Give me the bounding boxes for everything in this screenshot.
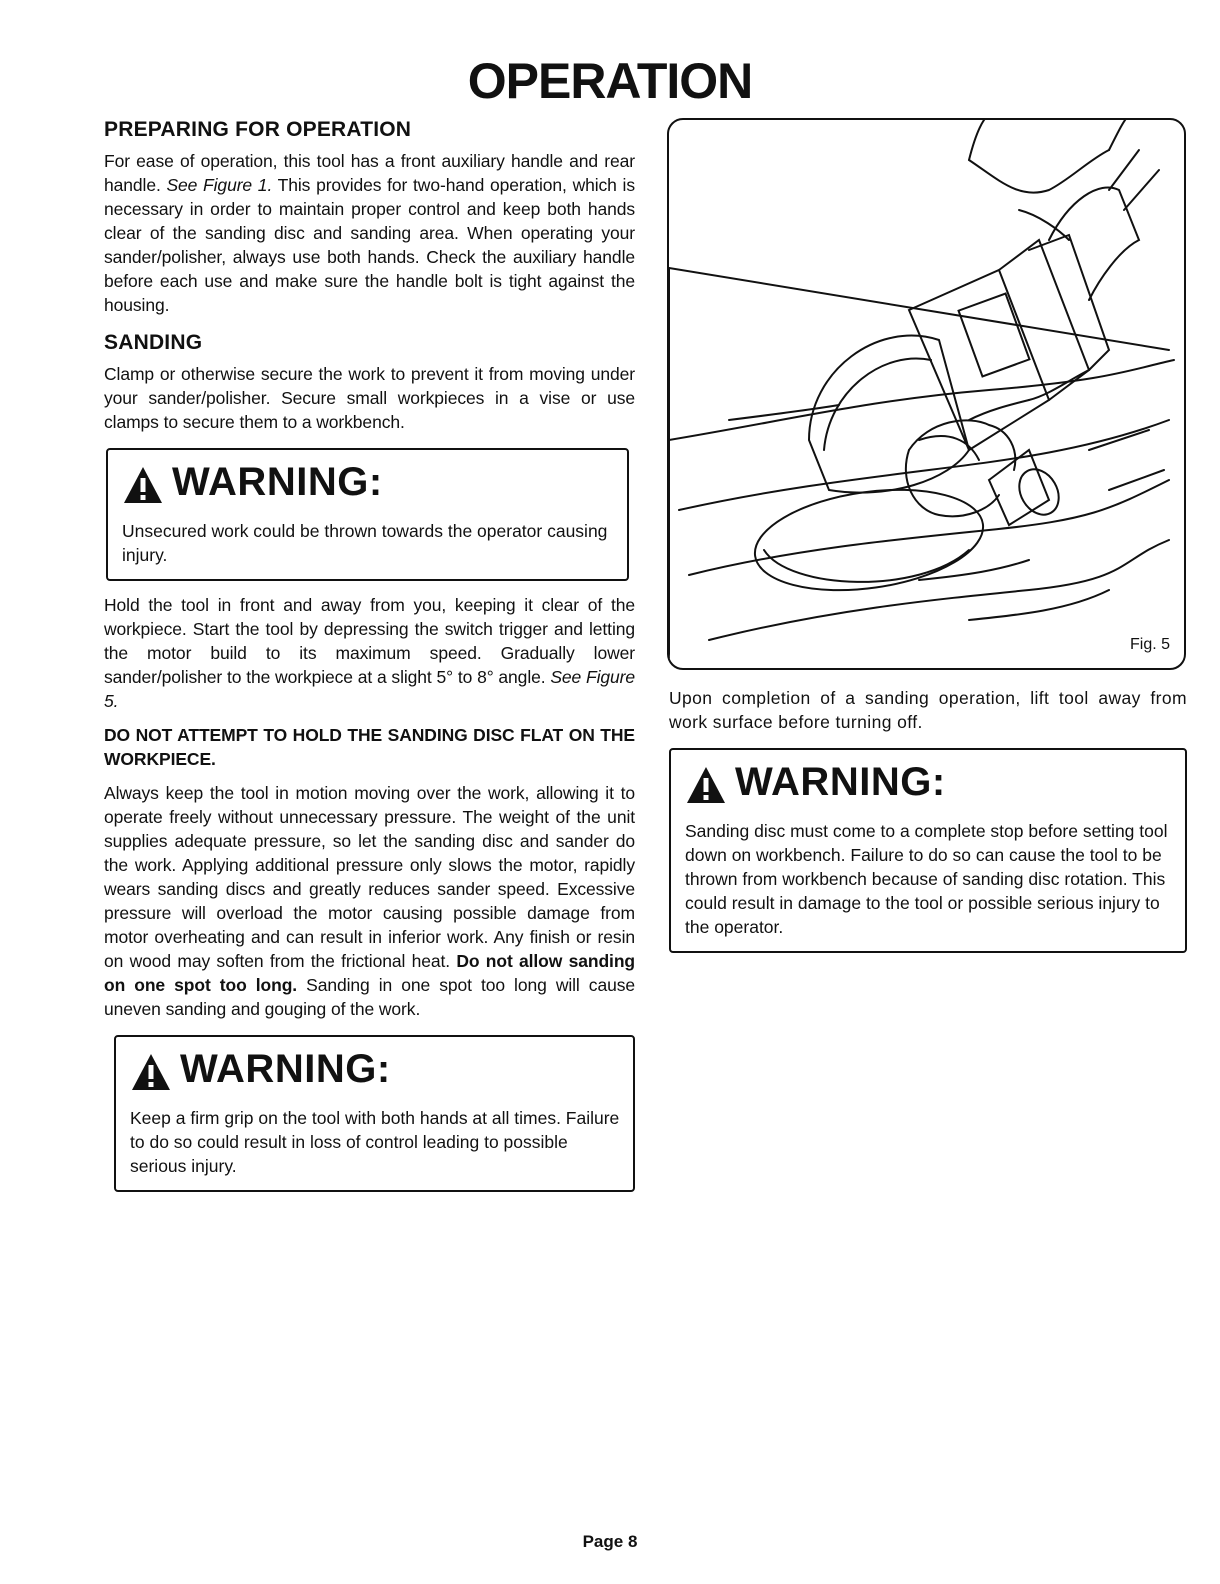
sanding-paragraph-2 xyxy=(104,593,635,713)
page-number: Page 8 xyxy=(582,1532,638,1551)
page-title: OPERATION xyxy=(467,53,753,109)
sanding-paragraph-1: Clamp or otherwise secure the work to prevent it from moving under your sander/polisher. Secure small workpieces in a vise or use clamps to secure them to a workbench. xyxy=(104,364,635,432)
completion-paragraph: Upon completion of a sanding operation, lift tool away from work surface before turning off. xyxy=(669,688,1187,732)
preparing-text-b: This provides for two-hand operation, which is necessary in order to maintain proper control and keep both hands clear of the sanding disc and sanding area. When operating your sander/polisher, always use both hands. Check the auxiliary handle before each use and make sure the handle bolt is tight against the housing. xyxy=(104,175,635,315)
warning-header xyxy=(685,760,1173,805)
warning-box-unsecured-work xyxy=(106,448,629,581)
warning-title: WARNING: xyxy=(172,460,383,504)
preparing-heading: PREPARING FOR OPERATION xyxy=(104,118,412,141)
right-column xyxy=(667,118,1187,953)
warning-box-disc-stop xyxy=(669,748,1187,953)
warning-triangle-icon xyxy=(685,765,727,805)
left-column xyxy=(100,118,635,1192)
sanding-text-2: Hold the tool in front and away from you, keeping it clear of the workpiece. Start the tool by depressing the switch trigger and letting the motor build to its maximum speed. Gradually lower sander/polisher to the workpiece at a slight 5° to 8° angle. xyxy=(104,595,635,687)
warning-box-firm-grip xyxy=(114,1035,635,1192)
sanding-text-3-bold: Do not allow sanding on one spot too long. xyxy=(104,951,635,995)
see-figure-1-ref: See Figure 1. xyxy=(166,175,273,195)
warning-title: WARNING: xyxy=(180,1047,391,1091)
figure-5-box xyxy=(667,118,1186,670)
see-figure-5-ref: See Figure 5. xyxy=(104,667,635,711)
sanding-heading: SANDING xyxy=(104,331,203,354)
warning-text: Unsecured work could be thrown towards the operator causing injury. xyxy=(122,521,608,565)
warning-text: Sanding disc must come to a complete stop before setting tool down on workbench. Failure to do so can cause the tool to be thrown from workbench because of sanding disc rotation. This could result in damage to the tool or possible serious injury to the operator. xyxy=(685,821,1168,937)
figure-label: Fig. 5 xyxy=(1129,636,1170,653)
warning-header xyxy=(122,460,615,505)
preparing-paragraph xyxy=(104,149,635,317)
caution-flat-disc: DO NOT ATTEMPT TO HOLD THE SANDING DISC FLAT ON THE WORKPIECE. xyxy=(104,725,635,769)
sanding-paragraph-3 xyxy=(104,781,635,1021)
preparing-text-a: For ease of operation, this tool has a front auxiliary handle and rear handle. xyxy=(104,151,635,195)
warning-header xyxy=(130,1047,621,1092)
warning-triangle-icon xyxy=(122,465,164,505)
sander-illustration xyxy=(669,120,1184,668)
sanding-text-3b: Sanding in one spot too long will cause uneven sanding and gouging of the work. xyxy=(104,975,635,1019)
sanding-text-3a: Always keep the tool in motion moving over the work, allowing it to operate freely without unnecessary pressure. The weight of the unit supplies adequate pressure, so let the sanding disc and sander do the work. Applying additional pressure only slows the motor, rapidly wears sanding discs and greatly reduces sander speed. Excessive pressure will overload the motor causing possible damage from motor overheating and can result in inferior work. Any finish or resin on wood may soften from the frictional heat. xyxy=(104,783,635,971)
warning-triangle-icon xyxy=(130,1052,172,1092)
warning-title: WARNING: xyxy=(735,760,946,804)
warning-text: Keep a firm grip on the tool with both hands at all times. Failure to do so could result in loss of control leading to possible serious injury. xyxy=(130,1108,620,1176)
